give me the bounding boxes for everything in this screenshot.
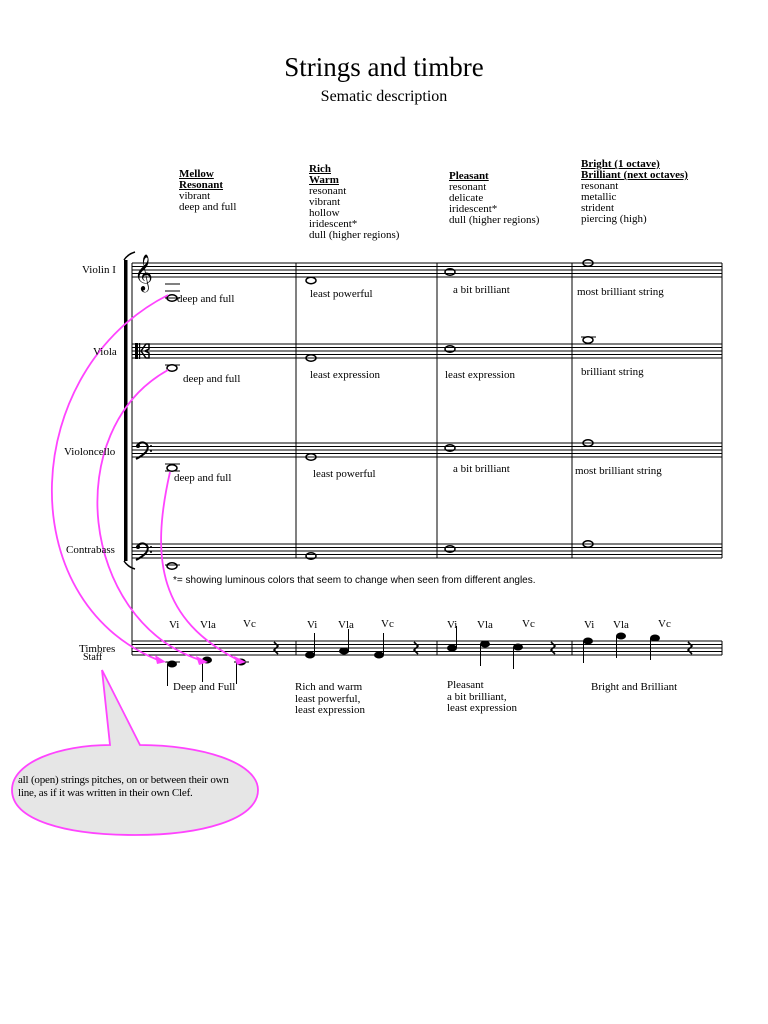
timbre-staff bbox=[132, 641, 722, 655]
summary-line: least expression bbox=[295, 704, 365, 716]
descriptor-item: dull (higher regions) bbox=[449, 214, 540, 226]
note-caption: deep and full bbox=[183, 373, 241, 385]
descriptor-item: hollow bbox=[309, 207, 340, 219]
voice-label: Vi bbox=[169, 619, 180, 631]
timbre-summary bbox=[447, 680, 517, 715]
timbre-summary bbox=[173, 682, 235, 694]
summary-line: least expression bbox=[447, 702, 517, 714]
contrabass-staff bbox=[132, 544, 722, 558]
timbre-summary bbox=[591, 682, 677, 694]
descriptor-item: resonant bbox=[449, 181, 487, 193]
voice-label: Vla bbox=[200, 619, 216, 631]
note-caption: most brilliant string bbox=[577, 286, 664, 298]
voice-label: Vla bbox=[338, 619, 354, 631]
descriptor-item: iridescent* bbox=[309, 218, 358, 230]
descriptor-heading: Bright (1 octave) bbox=[581, 158, 660, 170]
note-caption: deep and full bbox=[177, 293, 235, 305]
descriptor-item: deep and full bbox=[179, 201, 237, 213]
voice-label: Vla bbox=[477, 619, 493, 631]
note-caption: brilliant string bbox=[581, 366, 644, 378]
descriptor-item: iridescent* bbox=[449, 203, 498, 215]
summary-line: a bit brilliant, bbox=[447, 690, 507, 703]
summary-line: Deep and Full bbox=[173, 681, 236, 693]
descriptor-heading: Mellow bbox=[179, 168, 214, 180]
summary-line: Pleasant bbox=[447, 679, 484, 691]
descriptor-heading: Warm bbox=[309, 174, 339, 186]
voice-label: Vc bbox=[522, 618, 535, 630]
note-caption: a bit brilliant bbox=[453, 284, 510, 296]
voice-label: Vc bbox=[381, 618, 394, 630]
violin-staff bbox=[132, 263, 722, 277]
voice-label: Vi bbox=[584, 619, 595, 631]
note-caption: most brilliant string bbox=[575, 465, 662, 477]
descriptor-item: strident bbox=[581, 202, 614, 214]
descriptor-item: vibrant bbox=[179, 190, 211, 202]
timbre-summary bbox=[295, 682, 365, 717]
voice-label: Vla bbox=[613, 619, 629, 631]
viola-staff bbox=[132, 344, 722, 358]
descriptor-heading: Resonant bbox=[179, 179, 224, 191]
descriptor-heading: Brilliant (next octaves) bbox=[581, 169, 688, 181]
note-caption: least powerful bbox=[310, 288, 373, 300]
voice-label: Vi bbox=[447, 619, 458, 631]
cello-notes bbox=[165, 440, 593, 471]
treble-clef-icon: 𝄞 bbox=[134, 253, 153, 291]
voice-label: Vi bbox=[307, 619, 318, 631]
cello-staff bbox=[132, 443, 722, 457]
summary-line: Rich and warm bbox=[295, 681, 363, 693]
note-caption: least expression bbox=[445, 369, 515, 381]
descriptor-item: metallic bbox=[581, 191, 617, 203]
instrument-label: Contrabass bbox=[66, 544, 115, 556]
footnote: *= showing luminous colors that seem to change when seen from different angles. bbox=[173, 575, 536, 586]
descriptor-heading: Rich bbox=[309, 163, 331, 175]
timbre-notes bbox=[165, 626, 660, 686]
note-caption: least expression bbox=[310, 369, 380, 381]
page-title: Strings and timbre bbox=[284, 52, 484, 82]
descriptor-item: resonant bbox=[581, 180, 619, 192]
instrument-label: Viola bbox=[93, 346, 117, 358]
page-subtitle: Sematic description bbox=[320, 88, 448, 105]
descriptor-item: resonant bbox=[309, 185, 347, 197]
descriptor-item: vibrant bbox=[309, 196, 341, 208]
system-bracket bbox=[124, 252, 135, 569]
note-caption: least powerful bbox=[313, 468, 376, 480]
descriptor-item: delicate bbox=[449, 192, 484, 204]
instrument-label: Violoncello bbox=[64, 446, 116, 458]
callout-text: all (open) strings pitches, on or between their own line, as if it was written in their own Clef. bbox=[18, 774, 229, 799]
summary-line: least powerful, bbox=[295, 692, 361, 705]
instrument-label: Timbres bbox=[79, 643, 116, 655]
instrument-label: Violin I bbox=[82, 264, 116, 276]
voice-label: Vc bbox=[243, 618, 256, 630]
summary-line: Bright and Brilliant bbox=[591, 681, 678, 693]
descriptor-item: piercing (high) bbox=[581, 213, 647, 225]
instrument-label: Staff bbox=[83, 652, 103, 663]
callout-bubble bbox=[12, 670, 258, 835]
voice-label: Vc bbox=[658, 618, 671, 630]
descriptor-heading: Pleasant bbox=[449, 170, 489, 182]
note-caption: a bit brilliant bbox=[453, 463, 510, 475]
descriptor-item: dull (higher regions) bbox=[309, 229, 400, 241]
note-caption: deep and full bbox=[174, 472, 232, 484]
